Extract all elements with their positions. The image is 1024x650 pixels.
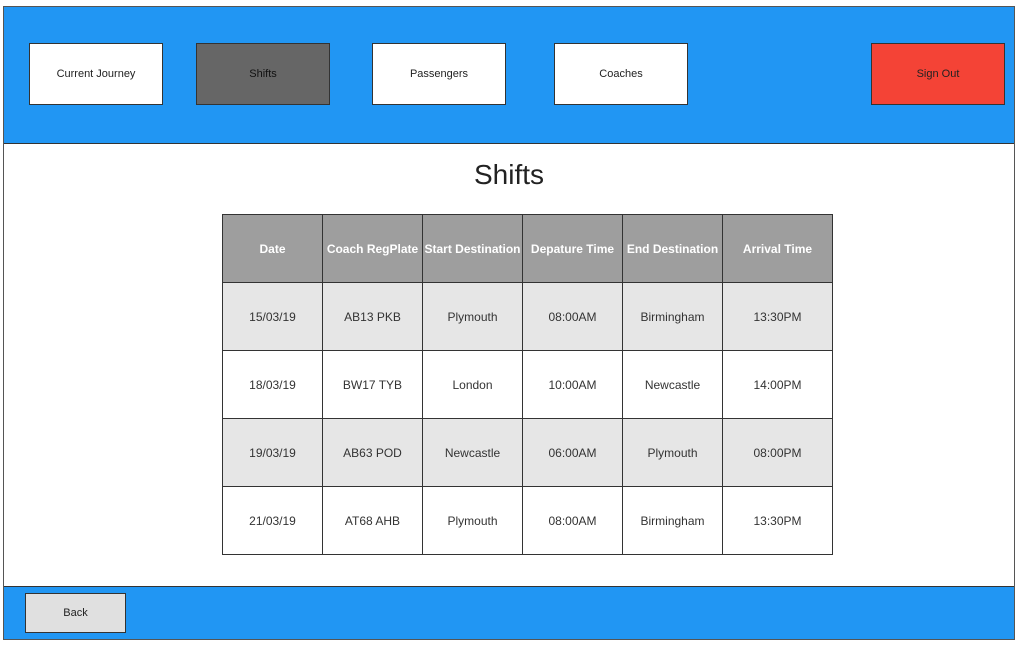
cell-start-destination: Newcastle [423,419,523,487]
cell-end-destination: Plymouth [623,419,723,487]
cell-arrival-time: 14:00PM [723,351,833,419]
header-arrival-time: Arrival Time [723,215,833,283]
cell-start-destination: London [423,351,523,419]
cell-coach-regplate: AB13 PKB [323,283,423,351]
cell-date: 18/03/19 [223,351,323,419]
passengers-button[interactable]: Passengers [372,43,506,105]
cell-departure-time: 08:00AM [523,487,623,555]
page-title: Shifts [473,159,545,190]
sign-out-button[interactable]: Sign Out [871,43,1005,105]
top-nav-bar [4,7,1014,144]
cell-departure-time: 10:00AM [523,351,623,419]
cell-end-destination: Newcastle [623,351,723,419]
header-end-destination: End Destination [623,215,723,283]
table-row [223,351,833,419]
cell-departure-time: 06:00AM [523,419,623,487]
cell-departure-time: 08:00AM [523,283,623,351]
cell-coach-regplate: BW17 TYB [323,351,423,419]
table-row [223,419,833,487]
cell-coach-regplate: AB63 POD [323,419,423,487]
bottom-bar [4,586,1014,640]
cell-end-destination: Birmingham [623,487,723,555]
cell-arrival-time: 13:30PM [723,487,833,555]
header-start-destination: Start Destination [423,215,523,283]
shifts-table [222,214,833,555]
table-header-row [223,215,833,283]
cell-date: 19/03/19 [223,419,323,487]
cell-date: 21/03/19 [223,487,323,555]
table-row [223,283,833,351]
cell-start-destination: Plymouth [423,487,523,555]
cell-date: 15/03/19 [223,283,323,351]
header-coach-regplate: Coach RegPlate [323,215,423,283]
app-frame [3,6,1015,640]
cell-start-destination: Plymouth [423,283,523,351]
header-date: Date [223,215,323,283]
cell-coach-regplate: AT68 AHB [323,487,423,555]
back-button[interactable]: Back [25,593,126,633]
shifts-button[interactable]: Shifts [196,43,330,105]
cell-arrival-time: 13:30PM [723,283,833,351]
cell-arrival-time: 08:00PM [723,419,833,487]
cell-end-destination: Birmingham [623,283,723,351]
header-departure-time: Depature Time [523,215,623,283]
coaches-button[interactable]: Coaches [554,43,688,105]
current-journey-button[interactable]: Current Journey [29,43,163,105]
table-row [223,487,833,555]
